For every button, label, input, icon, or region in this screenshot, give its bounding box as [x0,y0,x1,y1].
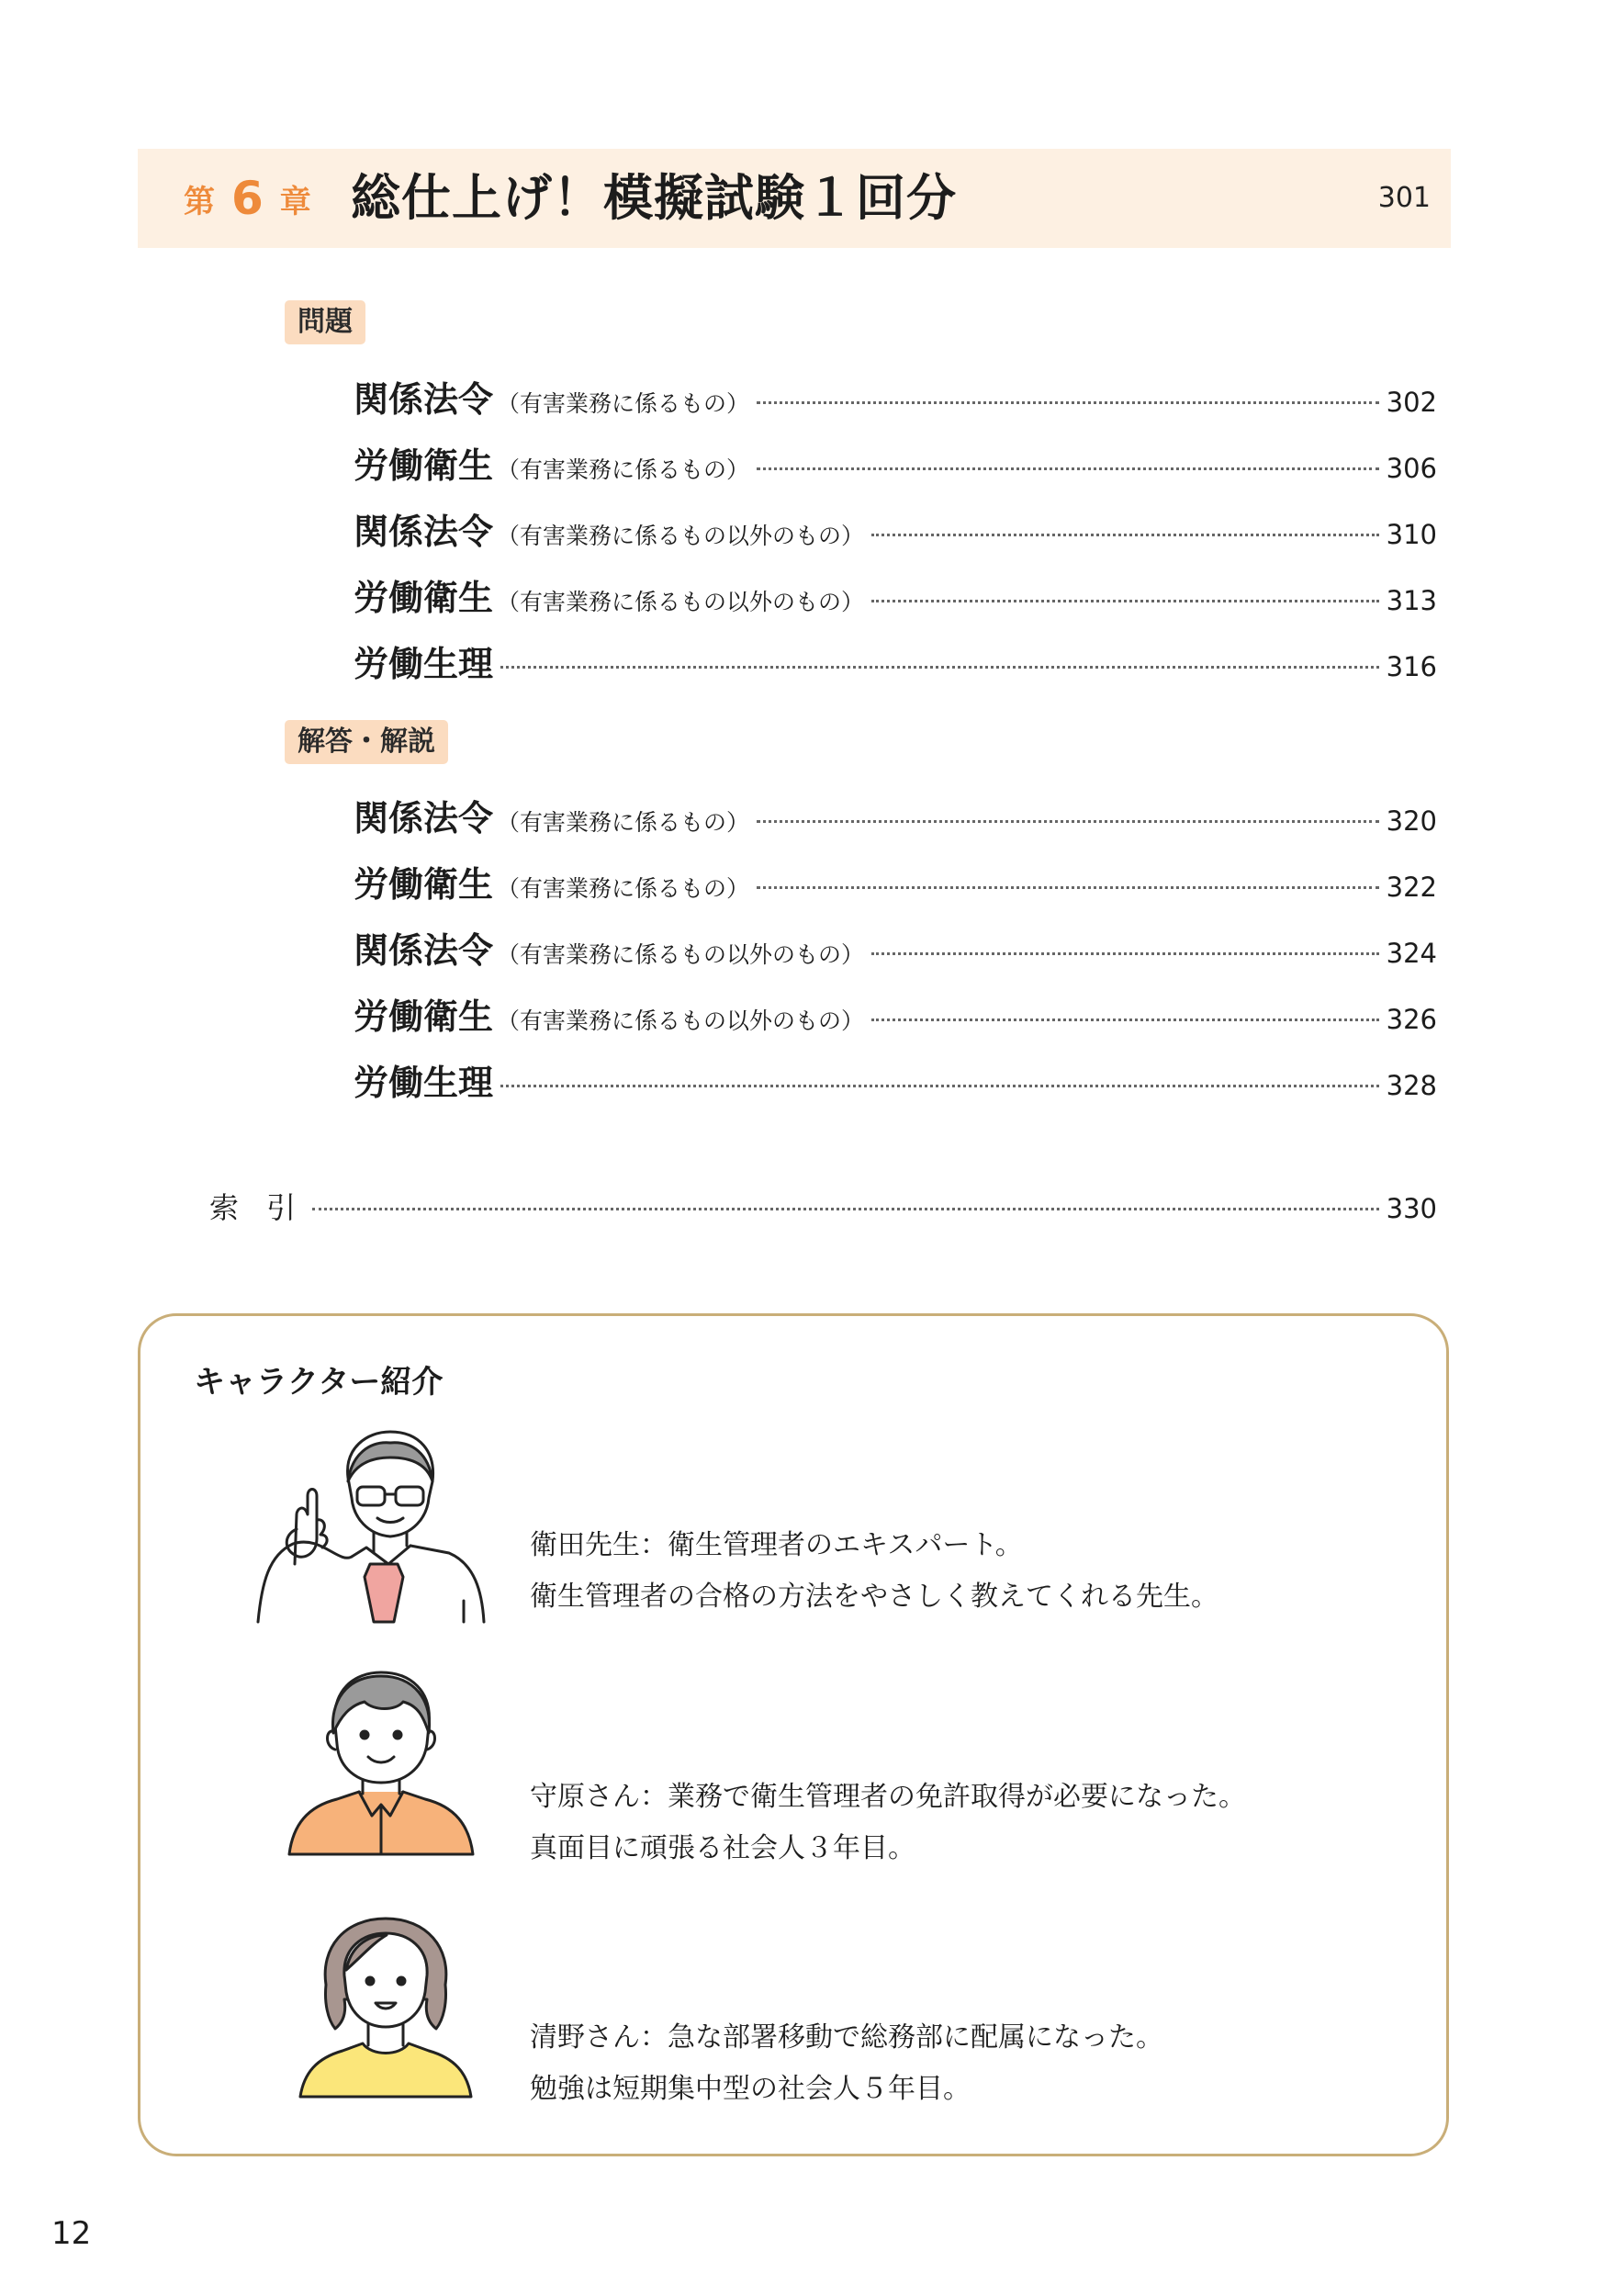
toc-entry-title: 労働衛生 [354,864,494,905]
toc-entry-page: 310 [1386,519,1437,550]
dot-leader [312,1207,1378,1210]
chapter-header [138,149,1451,248]
dot-leader [757,819,1379,823]
toc-entry-subtitle: （有害業務に係るもの） [497,809,750,836]
toc-entry-subtitle: （有害業務に係るもの） [497,875,750,902]
toc-entry-page: 324 [1386,938,1437,969]
toc-entry-title: 関係法令 [354,798,494,838]
dot-leader [757,400,1379,404]
character-line: 守原さん：業務で衛生管理者の免許取得が必要になった。 [530,1781,1246,1813]
character-line: 真面目に頑張る社会人３年目。 [530,1832,915,1864]
toc-entry-title: 関係法令 [354,379,494,420]
toc-entry-title: 関係法令 [354,512,494,552]
toc-entry-title: 労働生理 [354,644,494,684]
woman-illustration [298,1911,473,2099]
character-description [530,2012,1163,2115]
chapter-prefix: 第 [184,183,215,220]
character-line: 勉強は短期集中型の社会人５年目。 [530,2073,971,2105]
character-intro-box [138,1313,1449,2156]
chapter-title[interactable]: 総仕上げ！模擬試験１回分 [351,169,957,227]
character-description [530,1772,1246,1874]
toc-entry[interactable] [354,922,1437,970]
toc-entry-title: 労働衛生 [354,578,494,618]
toc-entry-subtitle: （有害業務に係るもの以外のもの） [497,1007,865,1034]
toc-entry-page: 306 [1386,453,1437,484]
chapter-suffix: 章 [279,183,311,220]
section-tag-answers: 解答・解説 [285,720,448,764]
man-illustration [286,1669,478,1857]
toc-entry-page: 320 [1386,805,1437,837]
toc-entry-title: 関係法令 [354,930,494,971]
index-entry[interactable] [209,1185,1437,1231]
page-number: 12 [51,2215,92,2252]
toc-entry-subtitle: （有害業務に係るもの以外のもの） [497,941,865,968]
toc-entry-page: 302 [1386,387,1437,418]
toc-entry[interactable] [354,437,1437,485]
toc-entry[interactable] [354,988,1437,1036]
dot-leader [757,467,1379,470]
toc-entry-page: 313 [1386,585,1437,616]
toc-entry-subtitle: （有害業務に係るもの以外のもの） [497,589,865,615]
teacher-illustration [256,1426,486,1624]
toc-entry-subtitle: （有害業務に係るもの以外のもの） [497,523,865,549]
toc-entry-title: 労働衛生 [354,445,494,486]
toc-entry-subtitle: （有害業務に係るもの） [497,456,750,483]
index-page: 330 [1386,1193,1437,1224]
toc-entry-page: 322 [1386,872,1437,903]
character-line: 衛生管理者の合格の方法をやさしく教えてくれる先生。 [530,1581,1218,1613]
dot-leader [871,1018,1379,1021]
toc-entry[interactable] [354,503,1437,551]
toc-entry-page: 326 [1386,1004,1437,1035]
dot-leader [871,951,1379,955]
character-line: 衛田先生：衛生管理者のエキスパート。 [530,1529,1023,1561]
dot-leader [500,665,1379,669]
dot-leader [500,1084,1379,1087]
toc-entry-page: 316 [1386,651,1437,682]
dot-leader [757,885,1379,889]
character-line: 清野さん：急な部署移動で総務部に配属になった。 [530,2021,1163,2054]
toc-entry[interactable] [354,371,1437,419]
chapter-page: 301 [1377,182,1431,214]
character-description [530,1520,1218,1623]
index-label: 索 引 [209,1190,306,1225]
toc-entry-page: 328 [1386,1070,1437,1101]
dot-leader [871,599,1379,602]
toc-entry[interactable] [354,790,1437,838]
toc-entry-title: 労働生理 [354,1063,494,1103]
toc-entry[interactable] [354,856,1437,904]
toc-entry[interactable] [354,569,1437,617]
character-intro-title: キャラクター紹介 [194,1364,444,1401]
section-tag-questions: 問題 [285,300,365,344]
toc-entry[interactable] [354,1054,1437,1102]
toc-entry[interactable] [354,636,1437,683]
toc-entry-title: 労働衛生 [354,996,494,1037]
chapter-number: 6 [231,172,264,225]
chapter-label [184,149,311,248]
dot-leader [871,533,1379,536]
toc-entry-subtitle: （有害業務に係るもの） [497,390,750,417]
